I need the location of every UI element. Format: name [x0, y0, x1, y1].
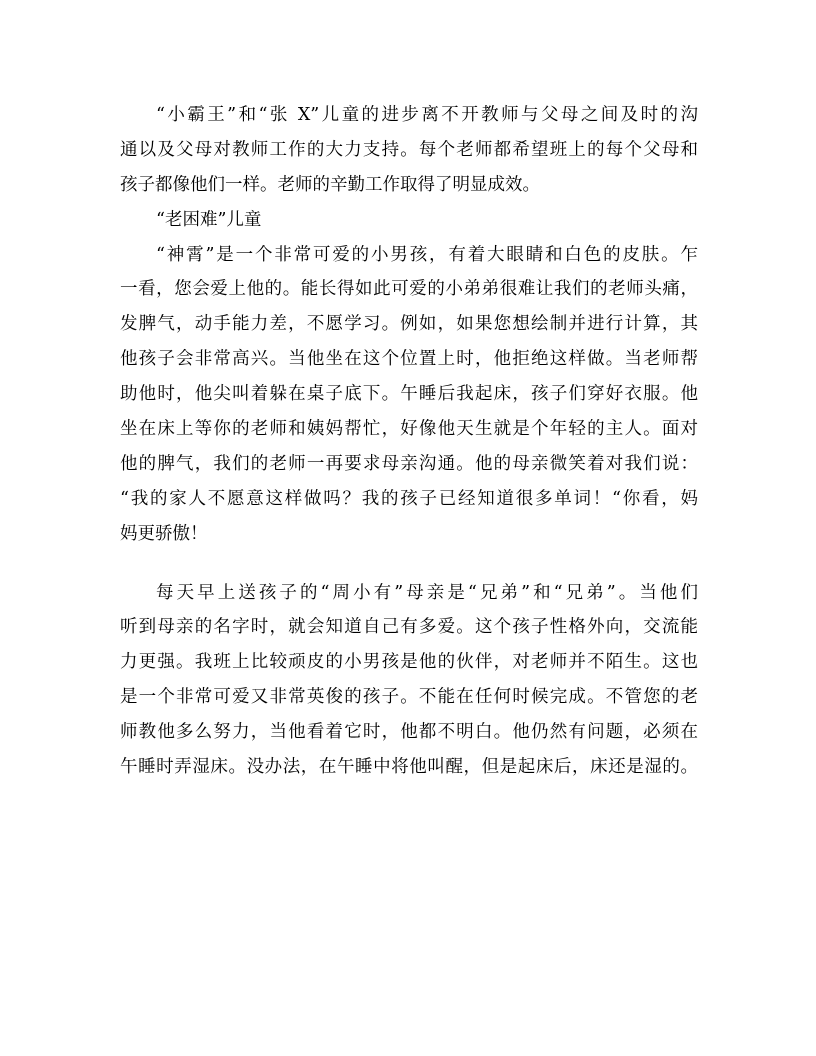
- paragraph: [120, 576, 698, 785]
- paragraph: [120, 98, 698, 203]
- text-line: 力更强。我班上比较顽皮的小男孩是他的伙伴，对老师并不陌生。这也: [120, 652, 698, 673]
- text-line: 每天早上送孩子的“周小有”母亲是“兄弟”和“兄弟”。当他们: [156, 582, 698, 603]
- text-line: 通以及父母对教师工作的大力支持。每个老师都希望班上的每个父母和: [120, 139, 698, 160]
- paragraph: [120, 238, 698, 552]
- text-line: 发脾气，动手能力差，不愿学习。例如，如果您想绘制并进行计算，其: [120, 314, 698, 335]
- text-line: 助他时，他尖叫着躲在桌子底下。午睡后我起床，孩子们穿好衣服。他: [120, 384, 698, 405]
- text-line: 午睡时弄湿床。没办法，在午睡中将他叫醒，但是起床后，床还是湿的。: [120, 757, 698, 778]
- text-line: 孩子都像他们一样。老师的辛勤工作取得了明显成效。: [120, 174, 540, 195]
- text-line: 师教他多么努力，当他看着它时，他都不明白。他仍然有问题，必须在: [120, 722, 698, 743]
- text-line: 是一个非常可爱又非常英俊的孩子。不能在任何时候完成。不管您的老: [120, 687, 698, 708]
- text-line: “我的家人不愿意这样做吗？我的孩子已经知道很多单词！“你看，妈: [120, 488, 698, 509]
- paragraph-spacer: [120, 552, 698, 576]
- document-body: [120, 98, 698, 785]
- text-line: “老困难”儿童: [156, 209, 262, 230]
- section-heading: [120, 203, 698, 238]
- text-line: 他孩子会非常高兴。当他坐在这个位置上时，他拒绝这样做。当老师帮: [120, 349, 698, 370]
- text-line: 妈更骄傲！: [120, 523, 208, 544]
- text-line: 坐在床上等你的老师和姨妈帮忙，好像他天生就是个年轻的主人。面对: [120, 419, 698, 440]
- text-line: 一看，您会爱上他的。能长得如此可爱的小弟弟很难让我们的老师头痛，: [120, 279, 698, 300]
- text-line: 听到母亲的名字时，就会知道自己有多爱。这个孩子性格外向，交流能: [120, 617, 698, 638]
- text-line: “小霸王”和“张 X”儿童的进步离不开教师与父母之间及时的沟: [156, 105, 698, 125]
- text-line: 他的脾气，我们的老师一再要求母亲沟通。他的母亲微笑着对我们说：: [120, 453, 698, 474]
- text-line: “神霄”是一个非常可爱的小男孩，有着大眼睛和白色的皮肤。乍: [156, 244, 698, 265]
